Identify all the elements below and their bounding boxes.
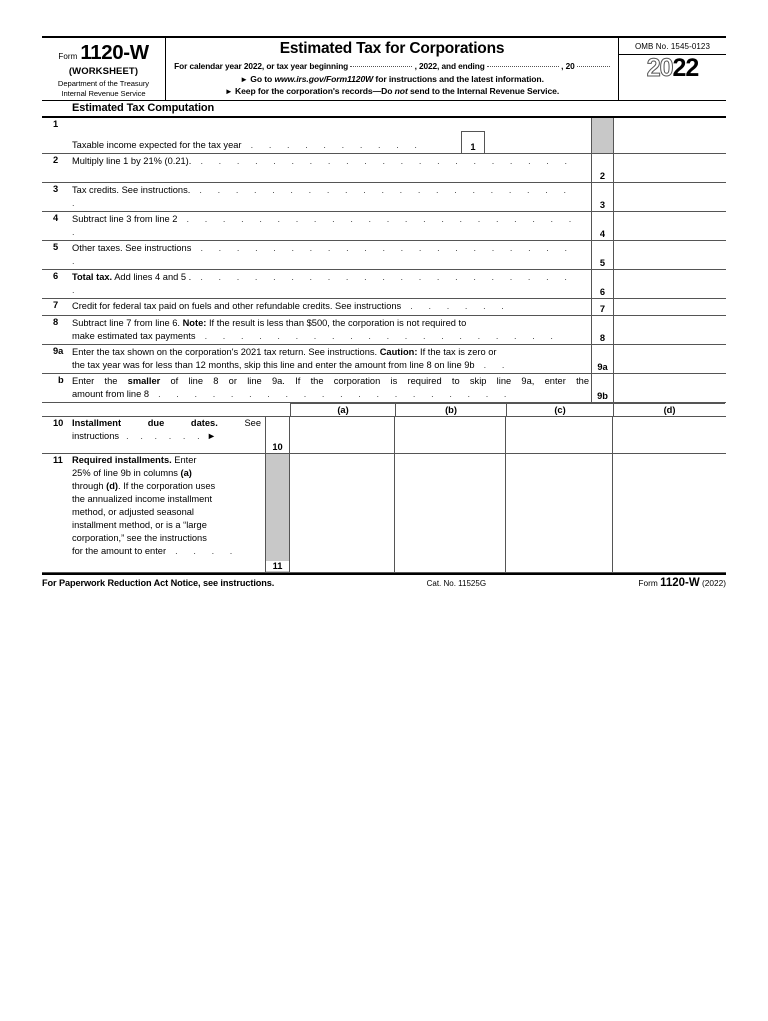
line-10-col-c-input[interactable]: [506, 417, 613, 453]
line-7-box-label: 7: [591, 299, 614, 315]
line-10-label-cell: [42, 417, 265, 453]
line-4-description: Subtract line 3 from line 2 . . . . . . . . . . . . . . . . . . . . . . .: [72, 214, 578, 237]
keep-emphasis: not: [394, 86, 408, 96]
form-label: Form: [58, 52, 78, 61]
year-outline-part: 20: [646, 54, 673, 82]
form-identity-block: [42, 38, 166, 100]
line-4-box-label: 4: [591, 212, 614, 240]
line-10-col-d-input[interactable]: [613, 417, 725, 453]
line-10-text-b: instructions: [72, 431, 120, 441]
line-11-text-a: Enter: [171, 455, 197, 465]
arrow-icon-2: ►: [224, 87, 233, 96]
calendar-year-middle: , 2022, and ending: [414, 61, 485, 71]
form-line-1: [42, 118, 726, 154]
form-line-5: [42, 241, 726, 270]
form-title-block: [166, 38, 618, 100]
goto-website-line: [170, 74, 614, 84]
tax-year-begin-field[interactable]: [350, 59, 412, 67]
line-5-amount-input[interactable]: [614, 241, 726, 269]
worksheet-label: (WORKSHEET): [68, 66, 139, 77]
line-7-description: Credit for federal tax paid on fuels and other refundable credits. See instructions . . . . . .: [72, 301, 511, 311]
line-6-number: 6: [53, 271, 59, 281]
line-1-text: Taxable income expected for the tax year: [72, 139, 242, 150]
form-1120w: [42, 36, 726, 589]
line-11-line3-a: through: [72, 481, 107, 491]
line-8-text-c: make estimated tax payments: [72, 330, 196, 341]
line-10-col-b-input[interactable]: [395, 417, 506, 453]
keep-suffix: send to the Internal Revenue Service.: [407, 86, 560, 96]
form-line-4: [42, 212, 726, 241]
form-line-11: [42, 454, 726, 573]
form-line-2: [42, 154, 726, 183]
footer-form-number: 1120-W: [660, 577, 700, 589]
line-11-col-a-input[interactable]: [290, 454, 395, 572]
line-8-text-a: Subtract line 7 from line 6.: [72, 318, 183, 328]
line-11-line8: for the amount to enter: [72, 546, 167, 556]
tax-year-end-yy-field[interactable]: [577, 59, 610, 67]
line-7-text: Credit for federal tax paid on fuels and other refundable credits. See instructions: [72, 301, 402, 311]
line-5-number: 5: [53, 242, 59, 252]
line-10-box-label: 10: [265, 417, 290, 453]
form-header: [42, 36, 726, 101]
line-11-col-b-input[interactable]: [395, 454, 506, 572]
form-line-9b: [42, 374, 726, 403]
line-3-amount-input[interactable]: [614, 183, 726, 211]
line-4-text: Subtract line 3 from line 2: [72, 214, 178, 224]
form-line-6: [42, 270, 726, 299]
line-9a-text-b: If the tax is zero or: [417, 347, 497, 357]
year-solid-part: 22: [672, 54, 699, 82]
line-1-right-blank: [614, 118, 726, 153]
line-2-text: Multiply line 1 by 21% (0.21).: [72, 156, 192, 166]
line-5-description: Other taxes. See instructions . . . . . . . . . . . . . . . . . . . . . .: [72, 243, 574, 266]
catalog-number: Cat. No. 11525G: [426, 579, 487, 588]
footer-form-label: Form: [638, 578, 658, 588]
line-9b-description: Enter the smaller of line 8 or line 9a. If the corporation is required to skip line 9a, enter the amount from line 8 . . . . . . . . . . . . . . . . . . . .: [72, 376, 589, 399]
line-11-bold-text: Required installments.: [72, 455, 172, 465]
line-9a-number: 9a: [53, 346, 64, 356]
line-1-number: 1: [53, 119, 59, 129]
line-3-text: Tax credits. See instructions.: [72, 185, 191, 195]
line-9b-bold-text: smaller: [127, 376, 161, 386]
line-5-box-label: 5: [591, 241, 614, 269]
line-11-line4: the annualized income installment: [72, 494, 213, 504]
omb-block: [618, 38, 726, 100]
line-8-box-label: 8: [591, 316, 614, 344]
line-3-description: Tax credits. See instructions. . . . . . . . . . . . . . . . . . . . . . .: [72, 185, 573, 208]
installment-column-headers: [42, 403, 726, 416]
line-6-text: Add lines 4 and 5 .: [112, 272, 192, 282]
calendar-year-line: [170, 59, 614, 71]
line-11-line2-a: 25% of line 9b in columns: [72, 468, 181, 478]
form-line-8: [42, 316, 726, 345]
line-11-label-cell: [42, 454, 265, 572]
line-9b-box-label: 9b: [591, 374, 614, 402]
line-9b-number: b: [58, 375, 64, 385]
form-number: 1120-W: [80, 41, 149, 64]
line-8-amount-input[interactable]: [614, 316, 726, 344]
department-block: [46, 79, 161, 98]
line-11-number: 11: [53, 455, 63, 465]
page-title: Estimated Tax for Corporations: [279, 40, 505, 57]
line-9a-text-c: the tax year was for less than 12 months, skip this line and enter the amount from line 8 on line 9b: [72, 359, 475, 370]
line-4-amount-input[interactable]: [614, 212, 726, 240]
form-line-10: [42, 416, 726, 454]
line-6-description: Total tax. Add lines 4 and 5 . . . . . . . . . . . . . . . . . . . . . . .: [72, 272, 574, 295]
column-header-b: (b): [395, 403, 506, 416]
line-9b-text-c: amount from line 8: [72, 388, 149, 399]
irs-website-link[interactable]: www.irs.gov/Form1120W: [274, 74, 374, 84]
department-line-1: Department of the Treasury: [57, 79, 150, 88]
line-11-line7: corporation,” see the instructions: [72, 533, 207, 543]
keep-records-line: [170, 86, 614, 96]
arrow-icon: ►: [240, 75, 248, 84]
line-11-box-label-shaded: 11: [265, 454, 290, 572]
footer-form-id: [638, 577, 726, 589]
form-identity-line: [46, 41, 161, 65]
line-10-description: Installment due dates. See instructions . . . . . . ►: [72, 418, 261, 441]
tax-year-display: [619, 55, 726, 85]
line-9a-description: Enter the tax shown on the corporation's 2021 tax return. See instructions. Caution: If the tax is zero or the tax year was for less than 12 months, skip this line and enter the amount from line 8 on line 9b . .: [72, 347, 511, 370]
goto-suffix: for instructions and the latest information.: [373, 74, 544, 84]
line-5-text: Other taxes. See instructions: [72, 243, 192, 253]
line-11-col-c-input[interactable]: [506, 454, 613, 572]
calendar-year-prefix: For calendar year 2022, or tax year beginning: [174, 61, 349, 71]
line-11-description: Required installments. Enter 25% of line 9b in columns (a) through (d). If the corporation uses the annualized income installment method, or adjusted seasonal installment method, or is a “large corporation,” see the instructions for the amount to enter . . . .: [72, 455, 239, 556]
column-header-a: (a): [290, 403, 395, 416]
line-6-amount-input[interactable]: [614, 270, 726, 298]
line-11-col-d-input[interactable]: [613, 454, 725, 572]
line-3-number: 3: [53, 184, 59, 194]
paperwork-notice: For Paperwork Reduction Act Notice, see instructions.: [42, 578, 275, 588]
form-footer: [42, 573, 726, 589]
line-11-line5: method, or adjusted seasonal: [72, 507, 194, 517]
line-6-box-label: 6: [591, 270, 614, 298]
line-8-number: 8: [53, 317, 59, 327]
line-1-amount-input[interactable]: [485, 131, 591, 154]
calendar-year-suffix: , 20: [561, 61, 575, 71]
line-7-number: 7: [53, 300, 59, 310]
keep-dash: —Do: [372, 86, 395, 96]
line-1-box-label: 1: [461, 131, 485, 154]
line-11-line3-b: (d): [106, 481, 118, 491]
form-line-3: [42, 183, 726, 212]
line-10-arrow-icon: ►: [206, 431, 217, 441]
line-7-amount-input[interactable]: [614, 299, 726, 315]
line-10-col-a-input[interactable]: [290, 417, 395, 453]
line-8-text-b: If the result is less than $500, the corporation is not required to: [206, 318, 467, 328]
line-9a-box-label: 9a: [591, 345, 614, 373]
line-9a-caution-label: Caution:: [379, 347, 418, 357]
section-header: Estimated Tax Computation: [42, 101, 726, 118]
line-8-description: Subtract line 7 from line 6. Note: If the result is less than $500, the corporation is not required to make estimated tax payments . . . . . . . . . . . . . . . . . . . .: [72, 318, 560, 341]
line-2-box-label: 2: [591, 154, 614, 182]
omb-number: OMB No. 1545-0123: [619, 38, 726, 55]
line-9a-amount-input[interactable]: [614, 345, 726, 373]
goto-prefix: Go to: [250, 74, 275, 84]
line-10-bold-text: Installment due dates.: [72, 418, 218, 428]
line-8-note-label: Note:: [182, 318, 207, 328]
footer-form-year: (2022): [702, 578, 726, 588]
tax-year-end-field[interactable]: [487, 59, 559, 67]
line-9b-text-b: of line 8 or line 9a. If the corporation is required to skip line 9a, enter the: [160, 376, 589, 386]
line-9a-text-a: Enter the tax shown on the corporation's 2021 tax return. See instructions.: [72, 347, 380, 357]
column-header-c: (c): [506, 403, 613, 416]
department-line-2: Internal Revenue Service: [61, 88, 146, 98]
line-9b-text-a: Enter the: [72, 376, 128, 386]
line-4-number: 4: [53, 213, 59, 223]
line-6-bold-text: Total tax.: [72, 272, 113, 282]
line-10-text-a: See: [217, 418, 261, 428]
line-11-line3-c: . If the corporation uses: [118, 481, 216, 491]
line-9b-amount-input[interactable]: [614, 374, 726, 402]
column-header-d: (d): [613, 403, 725, 416]
form-line-7: [42, 299, 726, 316]
form-line-9a: [42, 345, 726, 374]
line-1-description: Taxable income expected for the tax year . . . . . . . . . .: [72, 139, 424, 150]
line-1-shaded-block: [591, 118, 614, 153]
line-11-line2-b: (a): [180, 468, 192, 478]
line-2-number: 2: [53, 155, 59, 165]
form-lines: [42, 118, 726, 573]
line-10-number: 10: [53, 418, 64, 428]
line-11-line6: installment method, or is a “large: [72, 520, 207, 530]
line-2-description: Multiply line 1 by 21% (0.21). . . . . . . . . . . . . . . . . . . . . .: [72, 156, 574, 166]
line-2-amount-input[interactable]: [614, 154, 726, 182]
line-3-box-label: 3: [591, 183, 614, 211]
keep-prefix: Keep for the corporation's records: [234, 86, 373, 96]
